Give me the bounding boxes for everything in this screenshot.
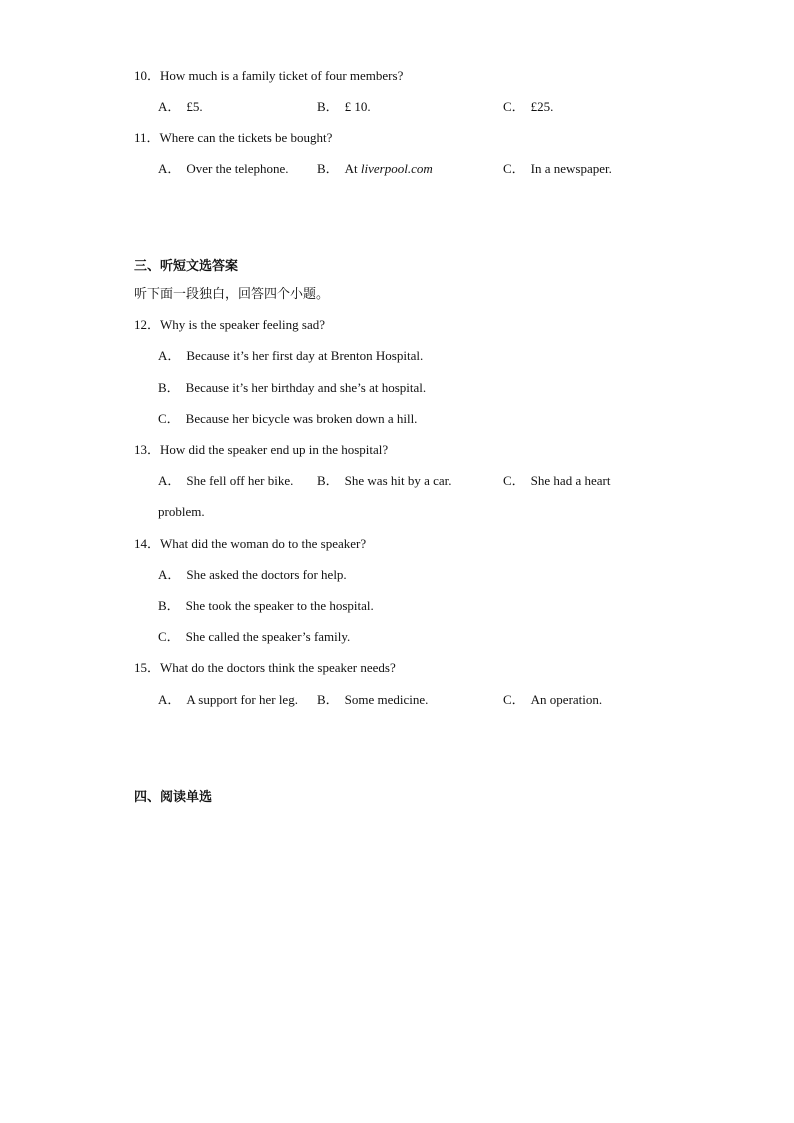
q14-option-c[interactable] [158, 629, 350, 645]
q13-option-b[interactable] [317, 473, 452, 489]
question-text: How much is a family ticket of four members? [160, 68, 404, 83]
question-15 [134, 660, 396, 676]
option-text: She had a heart [530, 473, 611, 488]
question-10 [134, 68, 403, 84]
option-text: £ 10. [344, 99, 371, 114]
option-label: B． [158, 598, 180, 613]
question-text: Why is the speaker feeling sad? [160, 317, 325, 332]
question-number: 11． [134, 130, 160, 145]
q11-option-b[interactable] [317, 161, 433, 177]
section-3-instruction: 听下面一段独白，回答四个小题。 [134, 287, 330, 302]
option-label: B． [317, 692, 339, 707]
question-text: What did the woman do to the speaker? [160, 536, 367, 551]
option-text: She was hit by a car. [344, 473, 452, 488]
option-label: B． [317, 473, 339, 488]
option-label: B． [158, 380, 180, 395]
option-label: A． [158, 161, 181, 176]
q12-option-a[interactable] [158, 348, 423, 364]
q10-option-a[interactable] [158, 99, 203, 115]
option-label: B． [317, 161, 339, 176]
question-number: 14． [134, 536, 161, 551]
q15-option-b[interactable] [317, 692, 428, 708]
option-label: C． [503, 692, 525, 707]
option-text: Some medicine. [344, 692, 429, 707]
question-number: 10． [134, 68, 161, 83]
option-text: Because it’s her first day at Brenton Hospital. [186, 348, 424, 363]
option-text: She called the speaker’s family. [185, 629, 351, 644]
q10-option-b[interactable] [317, 99, 371, 115]
question-14 [134, 536, 366, 552]
question-text: Where can the tickets be bought? [159, 130, 333, 145]
option-label: A． [158, 348, 181, 363]
q12-option-b[interactable] [158, 380, 426, 396]
option-label: B． [317, 99, 339, 114]
option-text: In a newspaper. [530, 161, 612, 176]
q15-option-a[interactable] [158, 692, 298, 708]
q14-option-b[interactable] [158, 598, 374, 614]
option-text-prefix: At [344, 161, 361, 176]
option-label: C． [158, 629, 180, 644]
option-label: C． [503, 161, 525, 176]
q13-option-c-continuation: problem. [158, 504, 205, 519]
q11-option-a[interactable] [158, 161, 289, 177]
option-text: She fell off her bike. [186, 473, 294, 488]
q10-option-c[interactable] [503, 99, 553, 115]
question-text: What do the doctors think the speaker needs? [160, 660, 396, 675]
option-text: Because it’s her birthday and she’s at hospital. [185, 380, 427, 395]
question-12 [134, 317, 325, 333]
q13-option-c[interactable] [503, 473, 610, 489]
question-number: 13． [134, 442, 161, 457]
question-13 [134, 442, 388, 458]
option-label: A． [158, 692, 181, 707]
option-text: Because her bicycle was broken down a hill. [185, 411, 418, 426]
option-label: C． [158, 411, 180, 426]
option-label: A． [158, 567, 181, 582]
option-text: She asked the doctors for help. [186, 567, 347, 582]
q15-option-c[interactable] [503, 692, 602, 708]
option-text-link: liverpool.com [360, 161, 433, 176]
option-text: £25. [530, 99, 554, 114]
section-3-title: 三、听短文选答案 [134, 259, 239, 274]
option-label: C． [503, 99, 525, 114]
option-text: £5. [186, 99, 203, 114]
question-11 [134, 130, 332, 146]
option-text: A support for her leg. [186, 692, 298, 707]
option-label: A． [158, 99, 181, 114]
option-label: C． [503, 473, 525, 488]
section-4-title: 四、阅读单选 [134, 790, 213, 805]
q14-option-a[interactable] [158, 567, 347, 583]
q12-option-c[interactable] [158, 411, 417, 427]
question-text: How did the speaker end up in the hospital? [160, 442, 389, 457]
q11-option-c[interactable] [503, 161, 612, 177]
question-number: 12． [134, 317, 161, 332]
option-text: An operation. [530, 692, 603, 707]
option-label: A． [158, 473, 181, 488]
question-number: 15． [134, 660, 161, 675]
option-text: Over the telephone. [186, 161, 289, 176]
option-text: She took the speaker to the hospital. [185, 598, 374, 613]
q13-option-a[interactable] [158, 473, 293, 489]
